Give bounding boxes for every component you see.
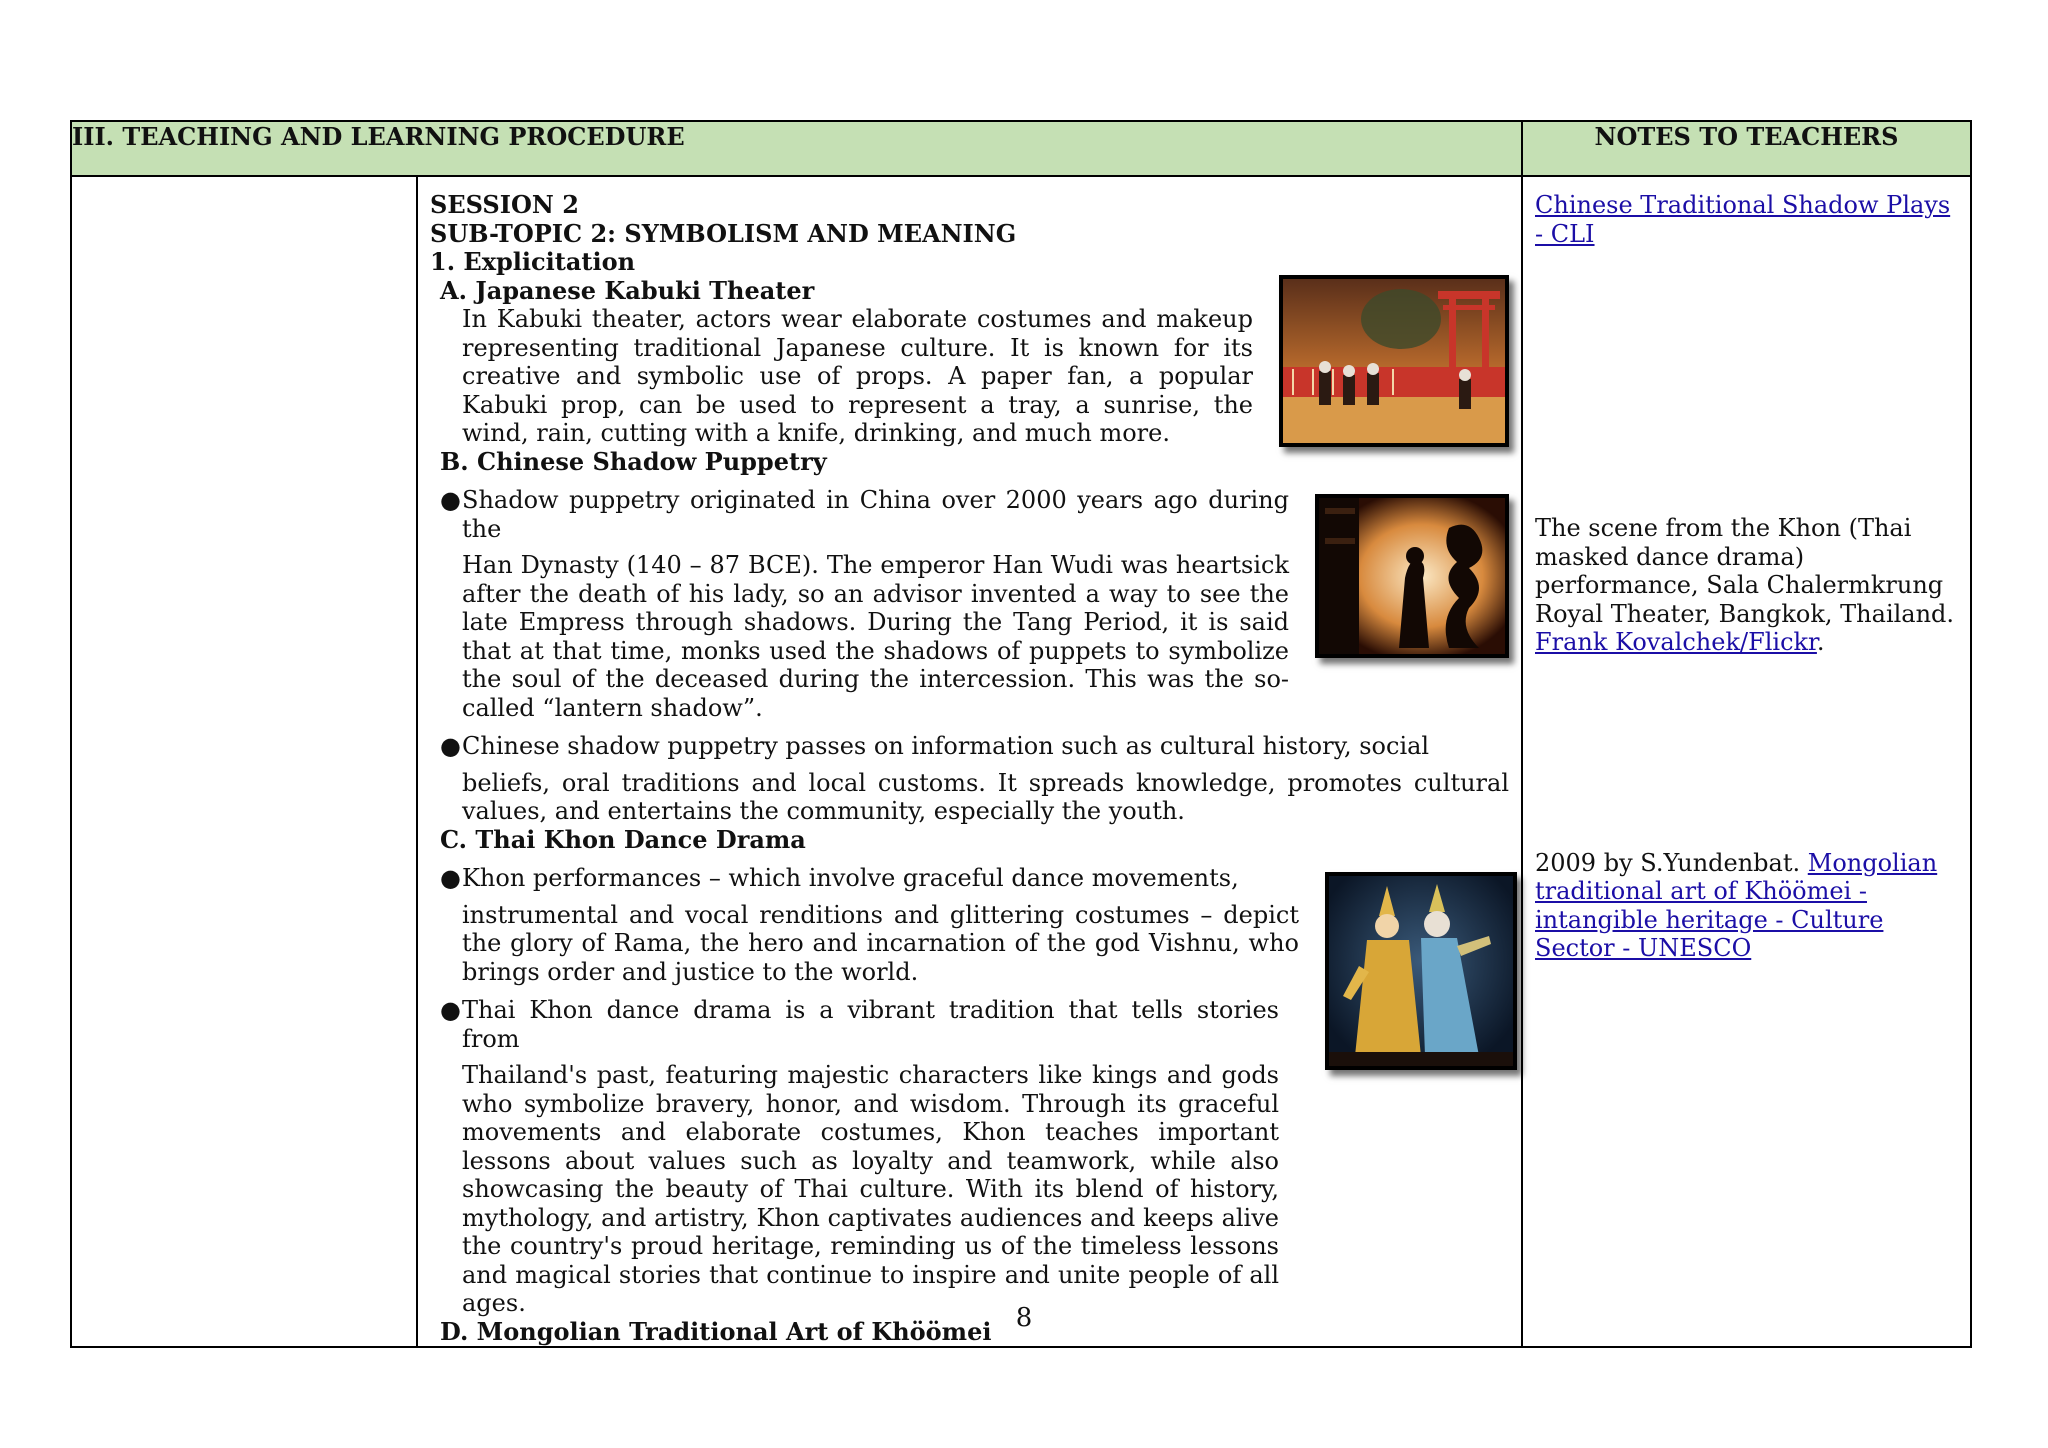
notes-column: [1522, 176, 1971, 1347]
khon-heading: C. Thai Khon Dance Drama: [440, 824, 806, 854]
bullet-dot: ●: [440, 732, 461, 760]
shadow-heading: B. Chinese Shadow Puppetry: [440, 446, 827, 476]
khon-bullet-1: [430, 864, 1299, 986]
procedure-header: III. TEACHING AND LEARNING PROCEDURE: [71, 121, 1522, 176]
khon-photo-caption: [1535, 514, 1958, 657]
shadow-bullet-2: [430, 732, 1509, 826]
khon-bullet-2-first: Thai Khon dance drama is a vibrant tradition that tells stories from: [462, 996, 1279, 1053]
empty-column: [71, 176, 417, 1347]
bullet-dot: ●: [440, 486, 461, 514]
khon-section: [430, 864, 1509, 1318]
khon-bullet-1-rest: instrumental and vocal renditions and glittering costumes – depict the glory of Rama, the hero and incarnation of the god Vishnu, who brings order and justice to the world.: [462, 900, 1299, 986]
shadow-bullet-1-rest: Han Dynasty (140 – 87 BCE). The emperor Han Wudi was heartsick after the death of his lady, so an advisor invented a way to see the late Empress through shadows. During the Tang Period, it is said that at that time, monks used the shadows of puppets to symbolize the soul of the deceased during the intercession. This was the so-called “lantern shadow”.: [462, 551, 1289, 722]
khon-dance-photo: [1325, 872, 1517, 1070]
khoomei-heading: D. Mongolian Traditional Art of Khöömei: [440, 1316, 992, 1346]
lesson-table: [70, 120, 1972, 1348]
bullet-dot: ●: [440, 996, 461, 1024]
subtopic-title: SUB-TOPIC 2: SYMBOLISM AND MEANING: [430, 218, 1017, 248]
kabuki-section: [430, 277, 1509, 448]
khoomei-unesco-link[interactable]: Mongolian traditional art of Khöömei - intangible heritage - Culture Sector - UNESCO: [1535, 848, 1938, 962]
kabuki-text: In Kabuki theater, actors wear elaborate costumes and makeup representing traditional Japanese culture. It is known for its creative and symbolic use of props. A paper fan, a popular Kabuki prop, can be used to represent a tray, a sunrise, the wind, rain, cutting with a knife, drinking, and much more.: [462, 305, 1253, 447]
caption-period: .: [1816, 628, 1825, 656]
khon-caption-text: The scene from the Khon (Thai masked dance drama) performance, Sala Chalermkrung Royal Theater, Bangkok, Thailand.: [1535, 514, 1955, 628]
shadow-puppet-photo: [1315, 494, 1509, 658]
bullet-dot: ●: [440, 864, 461, 892]
shadow-plays-link[interactable]: Chinese Traditional Shadow Plays - CLI: [1535, 191, 1951, 248]
page-number: 8: [1015, 1303, 1033, 1333]
procedure-content: [417, 176, 1522, 1347]
shadow-bullet-1-first: Shadow puppetry originated in China over 2000 years ago during the: [462, 486, 1289, 543]
khon-credit-link[interactable]: Frank Kovalchek/Flickr: [1535, 628, 1817, 656]
khon-bullet-1-first: Khon performances – which involve graceful dance movements,: [462, 864, 1239, 892]
notes-header: NOTES TO TEACHERS: [1522, 121, 1971, 176]
khon-bullet-2: [430, 996, 1299, 1318]
khoomei-caption: [1535, 849, 1958, 963]
shadow-bullet-2-rest: beliefs, oral traditions and local customs. It spreads knowledge, promotes cultural values, and entertains the community, especially the youth.: [462, 768, 1509, 825]
kabuki-heading: A. Japanese Kabuki Theater: [440, 275, 815, 305]
notes-link-shadow-plays[interactable]: [1535, 191, 1958, 248]
session-title: SESSION 2: [430, 190, 579, 219]
shadow-section: [430, 486, 1509, 826]
step-title: 1. Explicitation: [430, 247, 636, 276]
khon-bullet-2-rest: Thailand's past, featuring majestic characters like kings and gods who symbolize bravery, honor, and wisdom. Through its graceful movements and elaborate costumes, Khon teaches important lessons about values such as loyalty and teamwork, while also showcasing the beauty of Thai culture. With its blend of history, mythology, and artistry, Khon captivates audiences and keeps alive the country's proud heritage, reminding us of the timeless lessons and magical stories that continue to inspire and unite people of all ages.: [462, 1061, 1279, 1317]
khoomei-caption-text: 2009 by S.Yundenbat.: [1535, 848, 1801, 877]
kabuki-photo: [1279, 275, 1509, 447]
shadow-bullet-2-first: Chinese shadow puppetry passes on information such as cultural history, social: [462, 732, 1430, 760]
shadow-bullet-1: [430, 486, 1289, 722]
